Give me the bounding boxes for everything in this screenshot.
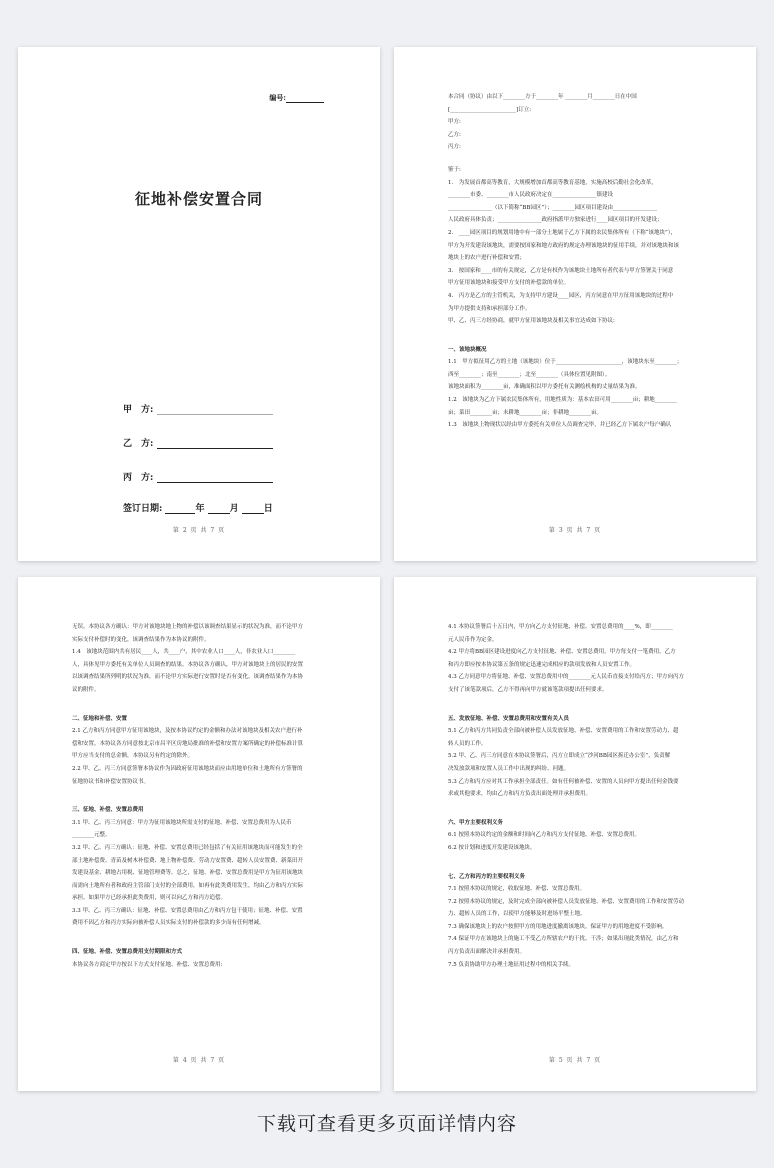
text-line: 1.1 甲方拟征用乙方的土地（该地块）位于________________________，该地块东至________； [448, 359, 683, 366]
spacer [72, 697, 326, 707]
sign-date-line [123, 501, 273, 514]
page-number: 第 5 页 共 7 页 [548, 1057, 602, 1064]
spacer [448, 855, 702, 865]
text-line: ________元整。 [72, 832, 111, 839]
text-line: 1.4 该地块范围内共有居民____人，共____户，其中农业人口____人，非农业人口________ [72, 649, 296, 656]
text-line: 4. 丙方是乙方的主管机关，为支持甲方建设____园区，丙方同意在甲方征用该地块的过程中 [448, 292, 674, 299]
month-label: 月 [229, 504, 239, 514]
contract-page-5 [394, 577, 756, 1091]
text-line: 2.2 甲、乙、丙三方同意签署本协议作为因政府征用该地块而应由用地单位和土地所有方签署的 [72, 765, 303, 772]
text-line: 费用不因乙方和丙方实际向被补偿人员实际支付的补偿款的多少而有任何增减。 [72, 920, 265, 927]
text-line: 乙方: [448, 131, 461, 138]
spacer [448, 697, 702, 707]
text-line: 7.1 按照本协议的规定，收取征地、补偿、安置总费用。 [448, 886, 585, 893]
section-heading: 二、征地和补偿、安置 [72, 715, 128, 722]
text-line: 实际支付补偿时的变化，该调查结果作为本协议的附件。 [72, 636, 210, 643]
text-line: 2. ____园区项目的规划用地中有一部分土地属于乙方下属的农民集体所有（下称“该地块”）， [448, 229, 677, 236]
text-line: 6.2 按计划和进度开发建设该地块。 [448, 844, 536, 851]
page-body [448, 621, 702, 971]
text-line: 甲方: [448, 119, 461, 126]
section-heading: 六、甲方主要权利义务 [448, 819, 504, 826]
page-number: 第 2 页 共 7 页 [172, 527, 226, 534]
text-line: 4.3 乙方同意甲方将征地、补偿、安置总费用中的________元人民币直接支付给丙方；甲方向丙方 [448, 674, 684, 681]
contract-number [269, 93, 324, 103]
party-b-label: 乙 方: [123, 439, 154, 449]
section-heading: 四、征地、补偿、安置总费用支付期限和方式 [72, 949, 183, 956]
text-line: 求或其他要求，均由乙方和丙方负责出面处理并承担费用。 [448, 791, 592, 798]
text-line: 1.2 该地块为乙方下属农民集体所有，用地性质为：基本农田可用________亩；耕地________ [448, 397, 677, 404]
party-a-label: 甲 方: [123, 405, 154, 415]
year-label: 年 [195, 504, 205, 514]
page-body [72, 621, 326, 971]
text-line: 无误。本协议各方确认：甲方对该地块地上物的补偿以该调查结果显示的状况为准，而不论甲方 [72, 624, 304, 630]
text-line: [________________________]订立: [448, 106, 532, 113]
section-heading: 七、乙方和丙方的主要权利义务 [448, 873, 526, 880]
party-a-line [123, 402, 273, 415]
text-line: 7.3 确保该地块上的农户按照甲方的用地进度撤离该地块，保证甲方的用地进度不受影响。 [448, 923, 668, 930]
download-caption[interactable]: 下载可查看更多页面详情内容 [256, 1113, 517, 1135]
text-line: 3.1 甲、乙、丙三方同意：甲方为征用该地块所需支付的征地、补偿、安置总费用为人民币 [72, 819, 292, 826]
party-c-line [123, 470, 273, 483]
page-number: 第 3 页 共 7 页 [548, 527, 602, 534]
year-blank [165, 504, 195, 514]
sign-date-label: 签订日期: [123, 504, 163, 514]
spacer [72, 788, 326, 798]
text-line: 甲方应当支付的总金额，本协议另有约定的除外。 [72, 753, 194, 760]
section-heading: 五、发放征地、补偿、安置总费用和安置有关人员 [448, 715, 570, 722]
page-number: 第 4 页 共 7 页 [172, 1057, 226, 1064]
contract-page-3 [394, 47, 756, 561]
spacer [72, 930, 326, 940]
text-line: 以该调查结果所列明的状况为准，而不论甲方实际进行安置时是否有变化。该调查结果作为本协 [72, 674, 304, 681]
contract-page-4 [18, 577, 380, 1091]
text-line: 3.2 甲、乙、丙三方确认：征地、补偿、安置总费用已经包括了有关征用该地块而可能发生的全 [72, 844, 303, 851]
text-line: 支付了该笔款项后，乙方不得再向甲方就该笔款项提出任何要求。 [448, 686, 608, 693]
day-blank [242, 504, 264, 514]
text-line: 元人民币作为定金。 [448, 636, 498, 643]
text-line: 7.5 负责协助甲方办理土地征用过程中的相关手续。 [448, 961, 574, 968]
text-line: 6.1 按照本协议约定的金额和时间向乙方和丙方支付征地、补偿、安置总费用。 [448, 832, 640, 839]
text-line: 转人员的工作。 [448, 740, 487, 747]
text-line: 甲方为开发建设该地块，需要按国家和地方政府的规定办理该地块的征用手续，并对该地块和该 [448, 242, 680, 249]
section-heading: 一、该地块概况 [448, 346, 487, 353]
text-line: 人，具体见甲方委托有关单位人员调查的结果。本协议各方确认，甲方对该地块上的居民的安置 [72, 661, 304, 668]
day-label: 日 [263, 504, 273, 514]
cover-page [18, 47, 380, 561]
text-line: 4.1 本协议签署后十五日内，甲方向乙方支付征地、补偿、安置总费用的____%，即________ [448, 624, 673, 630]
party-c-label: 丙 方: [123, 473, 154, 483]
spacer [448, 801, 702, 811]
text-line: 而需向土地所有者和政府主管部门支付的全部费用，如再有此类费用发生，均由乙方和丙方实际 [72, 882, 304, 889]
party-a-blank [157, 405, 273, 415]
text-line: 本协议各方商定甲方按以下方式支付征地、补偿、安置总费用: [72, 961, 223, 968]
text-line: 亩；菜田________亩；未耕地________亩；非耕地________亩。 [448, 409, 603, 416]
text-line: 发建设基金、耕地占用税、征地管理费等。总之，征地、补偿、安置总费用是甲方为征用该地块 [72, 870, 304, 877]
text-line: 偿和安置。本协议各方同意按北京市昌平区房地局批准的补偿和安置方案所确定的补偿标准计算 [72, 740, 304, 747]
text-line: 1.3 该地块上物现状以经由甲方委托有关单位人员调查完毕，并已经乙方下属农户每户确认 [448, 422, 672, 429]
contract-number-label: 编号: [269, 93, 286, 102]
text-line: 部土地补偿费、青苗及树木补偿费、地上物补偿费、劳动力安置费、超转人员安置费、新菜田开 [72, 857, 304, 864]
text-line: 3.3 甲、乙、丙三方确认：征地、补偿、安置总费用由乙方和丙方包干使用；征地、补偿、安置 [72, 907, 303, 914]
text-line: 和丙方即应按本协议第五条的规定迅速完成相应的款项发放和人员安置工作。 [448, 661, 636, 668]
text-line: 丙方: [448, 144, 461, 151]
text-line: 丙方负责出面解决并承担费用。 [448, 949, 526, 956]
text-line: 3. 按国家和____市的有关规定，乙方是有权作为该地块土地所有者代表与甲方签署关于同意 [448, 267, 674, 274]
text-line: 承担。如果甲方已经承担此类费用，则可以向乙方和丙方追偿。 [72, 895, 227, 902]
text-line: 西至________；南至________；北至________（具体位置见附图）。 [448, 371, 611, 378]
text-line: 该地块面积为________亩，准确面积以甲方委托有关测绘机构的丈量结果为准。 [448, 384, 641, 391]
text-line: 力、超转人员的工作，以使甲方能够及时进场平整土地。 [448, 911, 586, 918]
text-line: ________市委、________市人民政府决定在________________镇建设 [448, 192, 614, 199]
text-line: 4.2 甲方将BB园区建设进度向乙方支付征地、补偿、安置总费用，甲方每支付一笔费用，乙方 [448, 649, 676, 656]
text-line: 5.2 甲、乙、丙三方同意在本协议签署后，丙方立即成立“沙河BB园区拆迁办公室”，负责解 [448, 753, 671, 760]
text-line: 征地协议书和补偿安置协议书。 [72, 778, 150, 785]
contract-number-blank [286, 95, 324, 103]
text-line: 人民政府具体负责；________________政府指派甲方独家进行____园区项目的开发建设； [448, 217, 663, 224]
text-line: 地块上的农户进行补偿和安置； [448, 255, 526, 262]
party-b-blank [157, 439, 273, 449]
text-line: 甲、乙、丙三方经协商，就甲方征用该地块及相关事宜达成如下协议: [448, 318, 615, 325]
month-blank [208, 504, 230, 514]
text-line: 7.2 按照本协议的规定，及时完成全部向被补偿人员发放征地、补偿、安置费用的工作和安置劳动 [448, 898, 684, 905]
text-line: ________________（以下简称“BB园区”）；________园区项目建设由________________ [448, 204, 657, 211]
text-line: 1. 为发展首都高等教育，大规模增加首都高等教育基地，实施高校后勤社会化改革， [448, 179, 657, 186]
text-line: 5.3 乙方和丙方应对其工作承担全部责任。如有任何被补偿、安置的人员向甲方提出任何金钱要 [448, 778, 679, 785]
text-line: 5.1 乙方和丙方共同负责全部向被补偿人员发放征地、补偿、安置费用的工作和安置劳动力、超 [448, 728, 679, 735]
party-b-line [123, 436, 273, 449]
text-line: 本合同（协议）由以下________方于________年 ________月________日在中国 [448, 94, 637, 100]
text-line: 2.1 乙方和丙方同意甲方征用该地块，及按本协议约定的金额和办法对该地块及相关农户进行补 [72, 728, 303, 735]
text-line: 鉴于: [448, 166, 461, 173]
page-title: 征地补偿安置合同 [134, 190, 263, 208]
text-line: 甲方征用该地块和接受甲方支付的补偿款的单位。 [448, 280, 570, 287]
text-line: 议的附件。 [72, 686, 100, 693]
text-line: 7.4 保证甲方在该地块上的施工不受乙方所辖农户的干扰、干涉；如果出现此类情况，由乙方和 [448, 936, 679, 943]
text-line: 决发放款项和安置人员工作中出现的纠纷、问题。 [448, 765, 570, 772]
page-body [448, 91, 702, 432]
section-heading: 三、征地、补偿、安置总费用 [72, 807, 144, 814]
text-line: 为甲方提供支持和承担部分工作。 [448, 305, 531, 312]
spacer [448, 154, 702, 164]
spacer [448, 328, 702, 338]
party-c-blank [157, 473, 273, 483]
